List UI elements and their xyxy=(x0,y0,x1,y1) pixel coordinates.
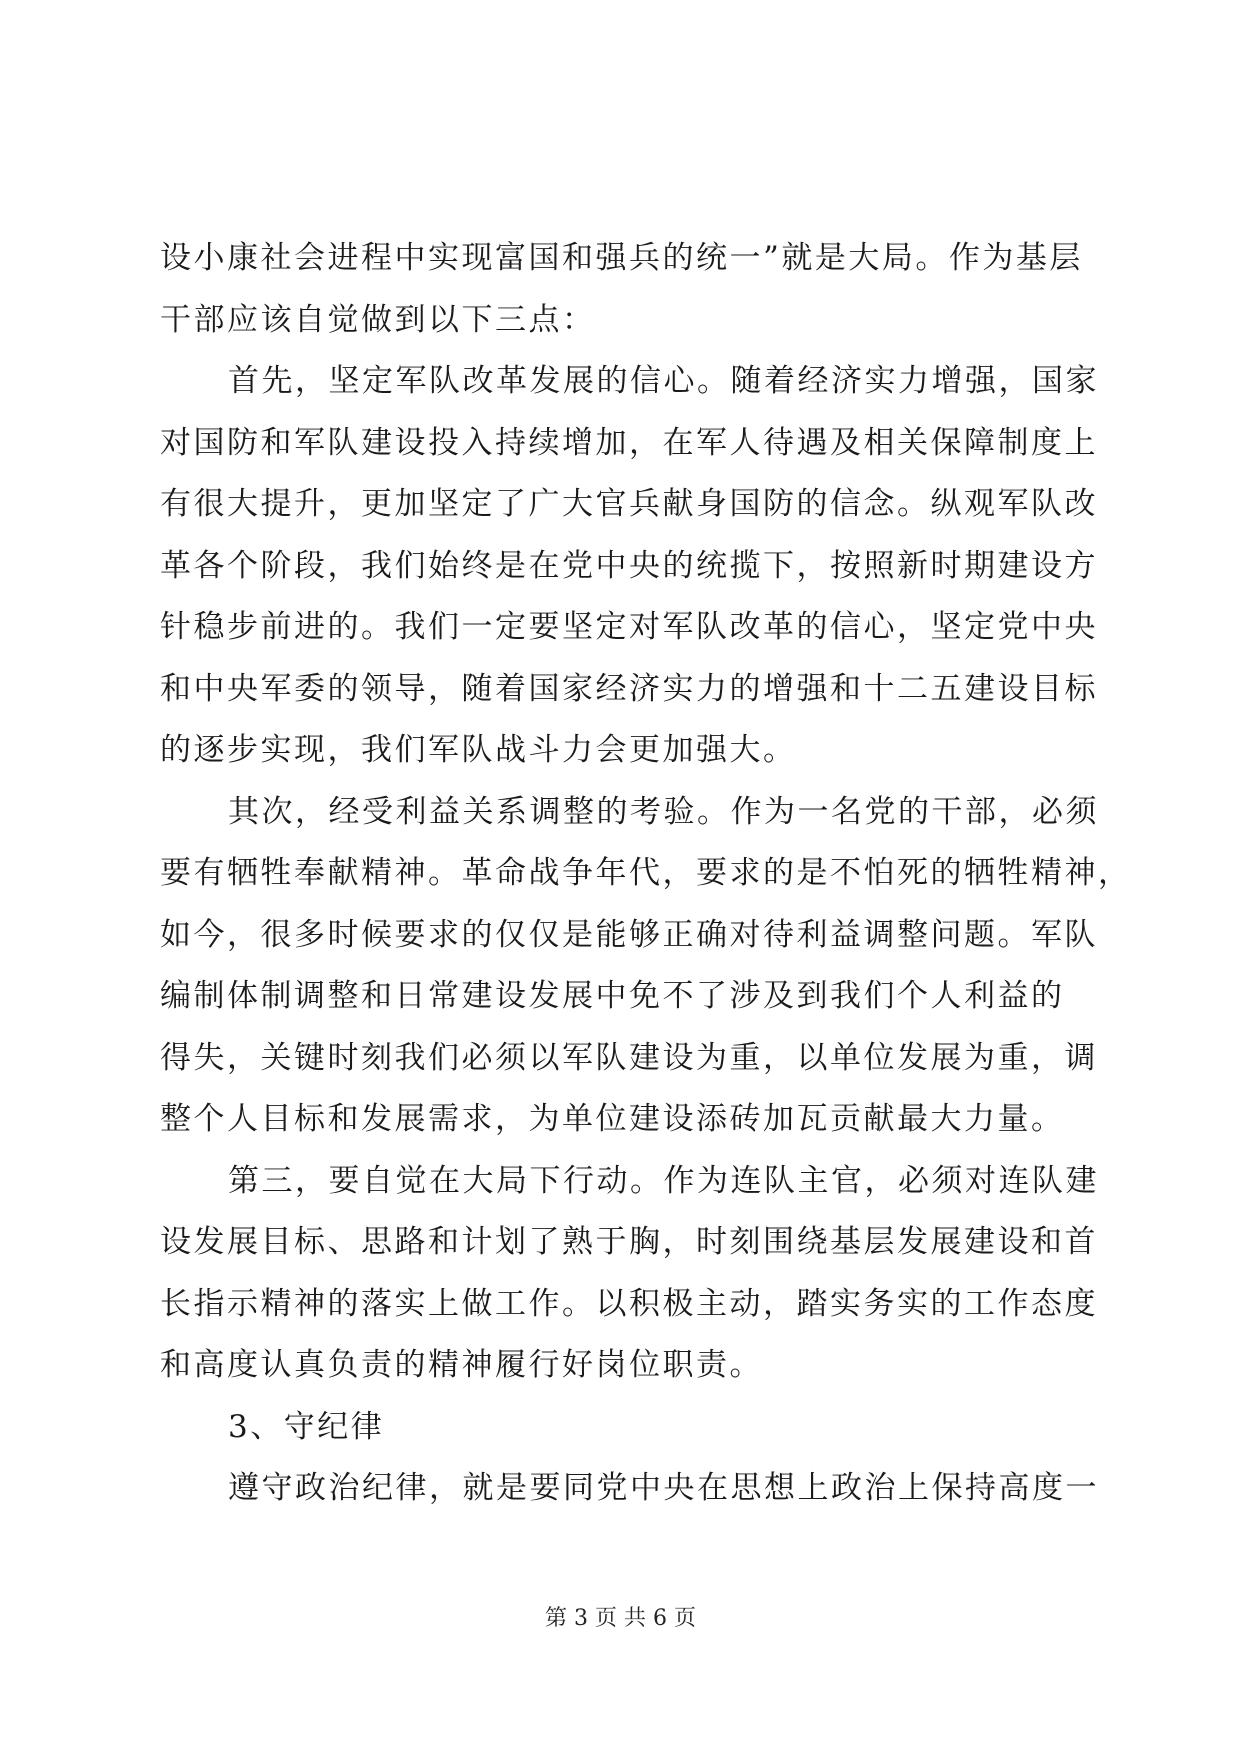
text-line-19: 和高度认真负责的精神履行好岗位职责。 xyxy=(160,1347,763,1383)
text-line-17: 设发展目标、思路和计划了熟于胸，时刻围绕基层发展建设和首 xyxy=(160,1224,1098,1260)
text-line-21: 遵守政治纪律，就是要同党中央在思想上政治上保持高度一 xyxy=(228,1470,1099,1506)
text-line-3: 首先，坚定军队改革发展的信心。随着经济实力增强，国家 xyxy=(228,363,1099,399)
text-line-4: 对国防和军队建设投入持续增加，在军人待遇及相关保障制度上 xyxy=(160,424,1098,461)
text-line-7: 针稳步前进的。我们一定要坚定对军队改革的信心，坚定党中央 xyxy=(160,609,1098,645)
text-line-9: 的逐步实现，我们军队战斗力会更加强大。 xyxy=(160,732,797,768)
text-line-14: 得失，关键时刻我们必须以军队建设为重，以单位发展为重，调 xyxy=(160,1039,1098,1076)
text-line-5: 有很大提升，更加坚定了广大官兵献身国防的信念。纵观军队改 xyxy=(160,486,1098,522)
text-line-18: 长指示精神的落实上做工作。以积极主动，踏实务实的工作态度 xyxy=(160,1285,1098,1322)
text-line-15: 整个人目标和发展需求，为单位建设添砖加瓦贡献最大力量。 xyxy=(160,1101,1065,1137)
text-line-1: 设小康社会进程中实现富国和强兵的统一”就是大局。作为基层 xyxy=(160,240,1083,276)
text-line-13: 编制体制调整和日常建设发展中免不了涉及到我们个人利益的 xyxy=(160,978,1065,1014)
section-heading: 3、守纪律 xyxy=(228,1408,385,1445)
text-line-16: 第三，要自觉在大局下行动。作为连队主官，必须对连队建 xyxy=(228,1162,1099,1199)
text-line-12: 如今，很多时候要求的仅仅是能够正确对待利益调整问题。军队 xyxy=(160,916,1098,953)
text-line-8: 和中央军委的领导，随着国家经济实力的增强和十二五建设目标 xyxy=(160,670,1098,707)
text-line-11: 要有牺牲奉献精神。革命战争年代，要求的是不怕死的牺牲精神， xyxy=(160,855,1132,891)
text-line-6: 革各个阶段，我们始终是在党中央的统揽下，按照新时期建设方 xyxy=(160,547,1098,584)
text-line-2: 干部应该自觉做到以下三点： xyxy=(160,301,596,338)
page-number-footer: 第 3 页 共 6 页 xyxy=(545,1606,696,1631)
text-line-10: 其次，经受利益关系调整的考验。作为一名党的干部，必须 xyxy=(228,793,1099,830)
body-text xyxy=(160,228,1132,1520)
